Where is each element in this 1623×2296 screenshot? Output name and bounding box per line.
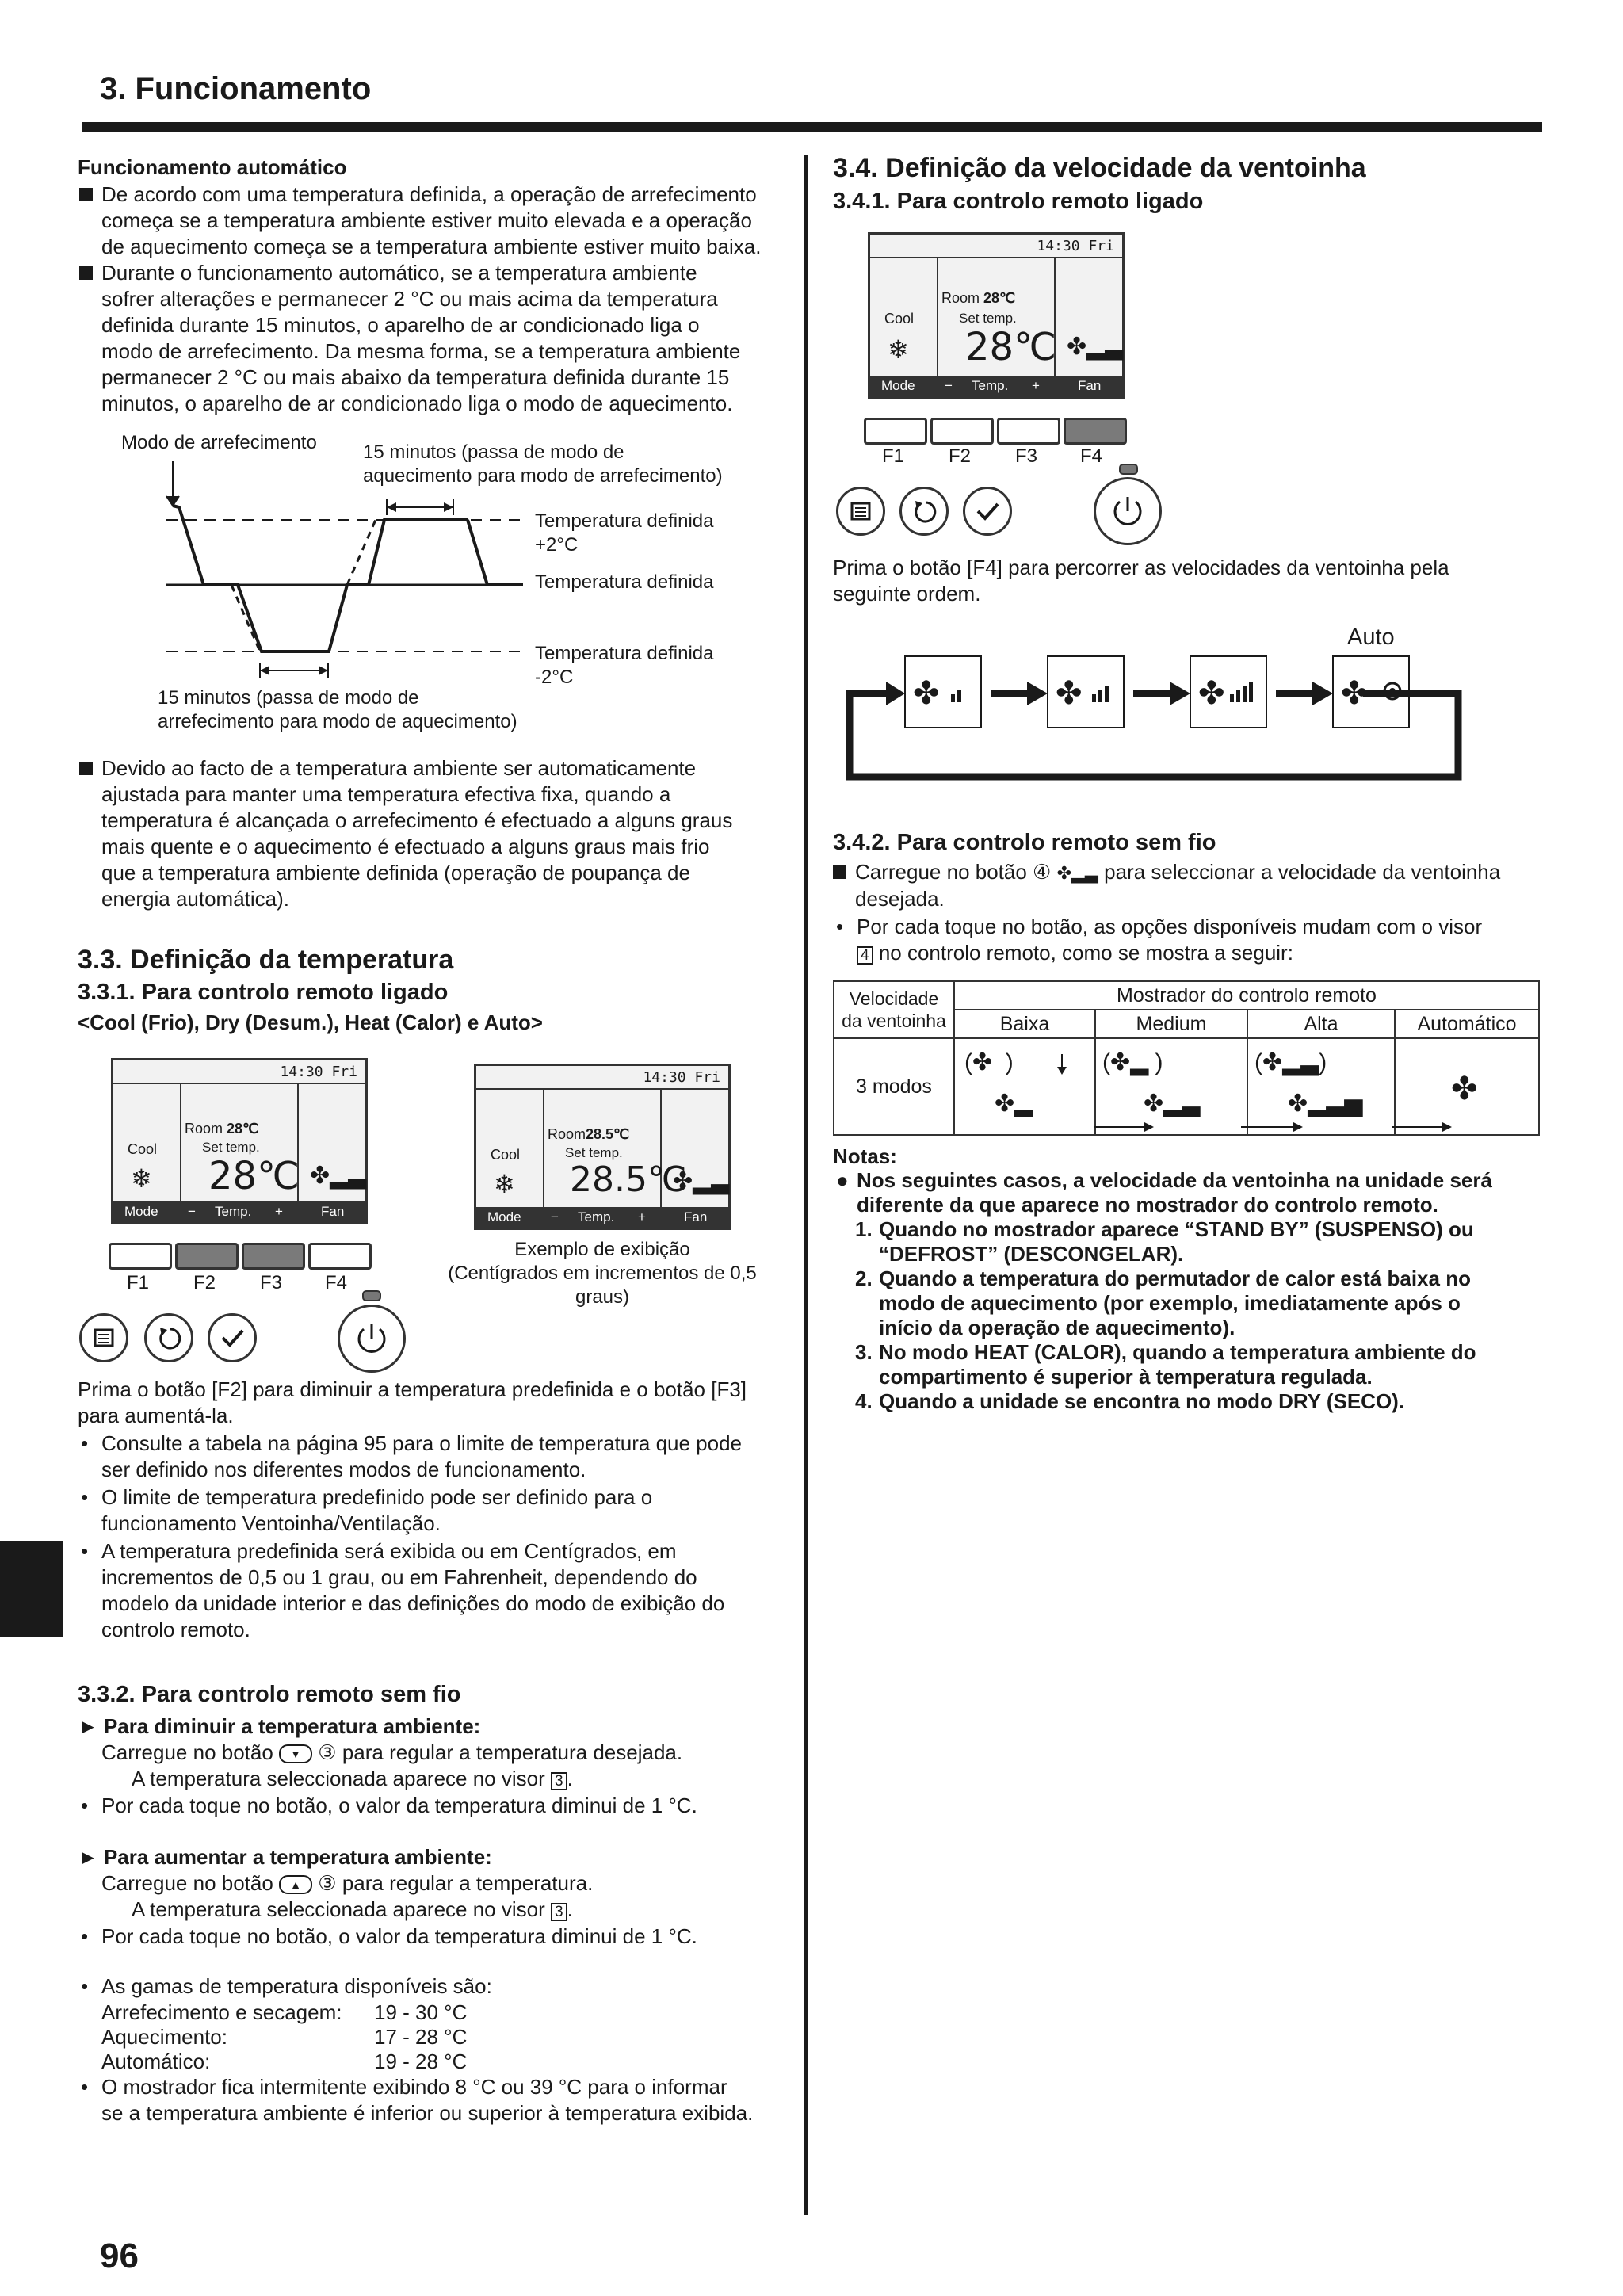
section-3-4-heading: 3.4. Definição da velocidade da ventoinha — [833, 153, 1366, 183]
fan-table-arrows — [951, 1038, 1537, 1133]
diagram-minus-label: Temperatura definida -2°C — [535, 643, 714, 688]
col-medium: Medium — [1095, 1010, 1247, 1038]
fan-speed-3-icon: ✤ — [1198, 675, 1225, 712]
auto-mode-diagram — [158, 452, 531, 690]
cool-icon: ❄ — [131, 1164, 152, 1193]
f2-key[interactable] — [175, 1243, 239, 1270]
last-bullet: • O mostrador fica intermitente exibindo 8 °C ou 39 °C para o informar se a temperatura ambiente é inferior ou superior à temperatura exibida. — [81, 2075, 754, 2125]
table-left-header: Velocidade da ventoinha — [834, 981, 954, 1038]
decrease-line-2: A temperatura seleccionada aparece no visor 3 . — [132, 1767, 573, 1790]
power-led-b — [1119, 464, 1138, 475]
page-number: 96 — [100, 2237, 139, 2275]
increase-bullet: • Por cada toque no botão, o valor da temperatura diminui de 1 °C. — [81, 1924, 697, 1948]
fan-speed-button-icon: ✤▂▃ — [1056, 863, 1098, 883]
header-rule — [82, 122, 1542, 132]
row-label: 3 modos — [834, 1038, 954, 1135]
power-button-b[interactable] — [1094, 477, 1162, 545]
auto-label: Auto — [1347, 625, 1395, 650]
confirm-button[interactable] — [208, 1313, 257, 1362]
notes-intro: ● Nos seguintes casos, a velocidade da ventoinha na unidade será diferente da que aparece no mostrador do controlo remoto. — [836, 1168, 1492, 1217]
confirm-button-b[interactable] — [963, 487, 1012, 536]
diagram-plus-label: Temperatura definida +2°C — [535, 510, 714, 556]
diagram-set-label: Temperatura definida — [535, 571, 714, 593]
s34-text: Prima o botão [F4] para percorrer as velocidades da ventoinha pela seguinte ordem. — [833, 556, 1449, 606]
cell-baixa: (✤ ) ✤▂ — [954, 1038, 1095, 1135]
wireless-instruction-1: Carregue no botão ④ ✤▂▃ para seleccionar a velocidade da ventoinha desejada. — [833, 859, 1546, 912]
wireless-instruction-2: • Por cada toque no botão, as opções disponíveis mudam com o visor 4 no controlo remoto, como se mostra a seguir: — [836, 915, 1483, 965]
remote-lcd-1: 14:30 Fri Room 28℃ Set temp. Cool ❄ 28℃ ✤▂▃ Mode − Temp. + Fan — [111, 1058, 368, 1224]
increase-line-2: A temperatura seleccionada aparece no visor 3 . — [132, 1897, 573, 1921]
f3-label: F3 — [260, 1272, 283, 1293]
cool-icon: ❄ — [494, 1170, 515, 1198]
fan-speed-cycle — [840, 650, 1474, 789]
f1-label-b: F1 — [882, 445, 905, 467]
s33-text: Prima o botão [F2] para diminuir a temperatura predefinida e o botão [F3] para aumentá-la. — [78, 1377, 747, 1427]
col-baixa: Baixa — [954, 1010, 1095, 1038]
diagram-bottom-note: 15 minutos (passa de modo de arrefecimento para modo de aquecimento) — [158, 687, 517, 732]
down-button-icon: ▼ — [279, 1744, 312, 1763]
f4-key[interactable] — [308, 1243, 372, 1270]
cell-automatico: ✤ — [1395, 1038, 1539, 1135]
auto-paragraph-1: De acordo com uma temperatura definida, a operação de arrefecimento começa se a temperatura ambiente estiver muito elevada e a operação de aquecimento começa se a temperatura ambiente estiver muito baixa. — [79, 181, 792, 260]
section-3-4-1-heading: 3.4.1. Para controlo remoto ligado — [833, 189, 1204, 214]
modes-line: <Cool (Frio), Dry (Desum.), Heat (Calor) e Auto> — [78, 1010, 543, 1034]
f2-key-b[interactable] — [930, 418, 994, 445]
remote-lcd-3: 14:30 Fri Room 28℃ Set temp. Cool ❄ 28℃ ✤▂▃ Mode − Temp. + Fan — [868, 232, 1125, 399]
f1-key-b[interactable] — [864, 418, 927, 445]
fan-icon: ✤▂▃ — [310, 1163, 367, 1189]
menu-button-b[interactable] — [836, 487, 885, 536]
power-button[interactable] — [338, 1305, 406, 1373]
section-3-3-1-heading: 3.3.1. Para controlo remoto ligado — [78, 980, 449, 1005]
fan-icon: ✤▂▃ — [673, 1168, 730, 1194]
return-button[interactable] — [144, 1313, 193, 1362]
s33-bullets: • Consulte a tabela na página 95 para o limite de temperatura que pode ser definido nos diferentes modos de funcionamento. • O limite de temperatura predefinido pode ser definido para o funcionamento Ventoinha/Ventilação. • A temperatura predefinida será exibida ou em Centígrados, em incrementos de 0,5 ou 1 grau, ou em Fahrenheit, dependendo do modelo da unidade interior e das definições do modo de exibição do controlo remoto. — [81, 1431, 743, 1641]
fan-speed-auto-icon: ✤ — [1341, 675, 1368, 712]
f2-label: F2 — [193, 1272, 216, 1293]
fan-speed-1-icon: ✤ — [913, 675, 940, 712]
display-example-caption: Exemplo de exibição (Centígrados em incrementos de 0,5 graus) — [448, 1239, 757, 1308]
return-button-b[interactable] — [899, 487, 949, 536]
section-3-3-2-heading: 3.3.2. Para controlo remoto sem fio — [78, 1682, 461, 1707]
section-3-4-2-heading: 3.4.2. Para controlo remoto sem fio — [833, 830, 1216, 855]
f3-key-b[interactable] — [997, 418, 1060, 445]
decrease-bullet: • Por cada toque no botão, o valor da temperatura diminui de 1 °C. — [81, 1794, 697, 1817]
section-3-3-heading: 3.3. Definição da temperatura — [78, 945, 454, 975]
increase-line-1: Carregue no botão ▲ ③ para regular a temperatura. — [101, 1871, 594, 1895]
increase-heading: ► Para aumentar a temperatura ambiente: — [78, 1845, 492, 1869]
f1-label: F1 — [127, 1272, 150, 1293]
remote-lcd-2: 14:30 Fri Room28.5℃ Set temp. Cool ❄ 28.5℃ ✤▂▃ Mode − Temp. + Fan — [474, 1064, 731, 1230]
decrease-heading: ► Para diminuir a temperatura ambiente: — [78, 1714, 481, 1738]
col-alta: Alta — [1247, 1010, 1395, 1038]
auto-paragraph-3: Devido ao facto de a temperatura ambiente ser automaticamente ajustada para manter uma temperatura efectiva fixa, quando a temperatura é alcançada o arrefecimento é efectuado a alguns graus mais quente e o aquecimento é efectuado a alguns graus mais frio que a temperatura ambiente definida (operação de poupança de energia automática). — [79, 755, 792, 912]
f2-label-b: F2 — [949, 445, 972, 467]
menu-button[interactable] — [79, 1313, 128, 1362]
power-led — [362, 1290, 381, 1301]
notes-list: 1. Quando no mostrador aparece “STAND BY” (SUSPENSO) ou “DEFROST” (DESCONGELAR). 2. Quando a temperatura do permutador de calor está baixa no modo de aquecimento (por exemplo, imediatamente após o início da operação de aquecimento). 3. No modo HEAT (CALOR), quando a temperatura ambiente do compartimento é superior à temperatura regulada. 4. Quando a unidade se encontra no modo DRY (SECO). — [855, 1217, 1476, 1413]
cell-medium: (✤▂ ) ✤▂▃ — [1095, 1038, 1247, 1135]
diagram-top-note: 15 minutos (passa de modo de aquecimento para modo de arrefecimento) — [363, 441, 723, 487]
section-tab — [0, 1541, 63, 1637]
f1-key[interactable] — [109, 1243, 172, 1270]
fan-icon: ✤▂▃ — [1067, 334, 1124, 360]
f4-label: F4 — [325, 1272, 348, 1293]
notes-heading: Notas: — [833, 1144, 897, 1168]
col-automatico: Automático — [1395, 1010, 1539, 1038]
decrease-line-1: Carregue no botão ▼ ③ para regular a temperatura desejada. — [101, 1740, 683, 1764]
f3-key[interactable] — [242, 1243, 305, 1270]
column-divider — [804, 155, 808, 2215]
fan-speed-2-icon: ✤ — [1056, 675, 1083, 712]
cool-icon: ❄ — [888, 335, 909, 364]
cell-alta: (✤▂▃) ✤▂▃▅ — [1247, 1038, 1395, 1135]
auto-paragraph-2: Durante o funcionamento automático, se a temperatura ambiente sofrer alterações e permanecer 2 °C ou mais acima da temperatura definida durante 15 minutos, o aparelho de ar condicionado liga o modo de arrefecimento. Da mesma forma, se a temperatura ambiente permanecer 2 °C ou mais abaixo da temperatura definida durante 15 minutos, o aparelho de ar condicionado liga o modo de aquecimento. — [79, 260, 792, 417]
up-button-icon: ▲ — [279, 1875, 312, 1894]
f4-label-b: F4 — [1080, 445, 1103, 467]
page-title: 3. Funcionamento — [100, 71, 372, 106]
f3-label-b: F3 — [1015, 445, 1038, 467]
ranges-block: • As gamas de temperatura disponíveis são: Arrefecimento e secagem: 19 - 30 °C Aquecimento: 17 - 28 °C Automático: 19 - 28 °C — [81, 1974, 492, 2073]
auto-heading: Funcionamento automático — [78, 155, 347, 179]
table-top-header: Mostrador do controlo remoto — [954, 981, 1539, 1010]
diagram-cooling-mode-label: Modo de arrefecimento — [121, 432, 317, 453]
f4-key-b[interactable] — [1064, 418, 1127, 445]
